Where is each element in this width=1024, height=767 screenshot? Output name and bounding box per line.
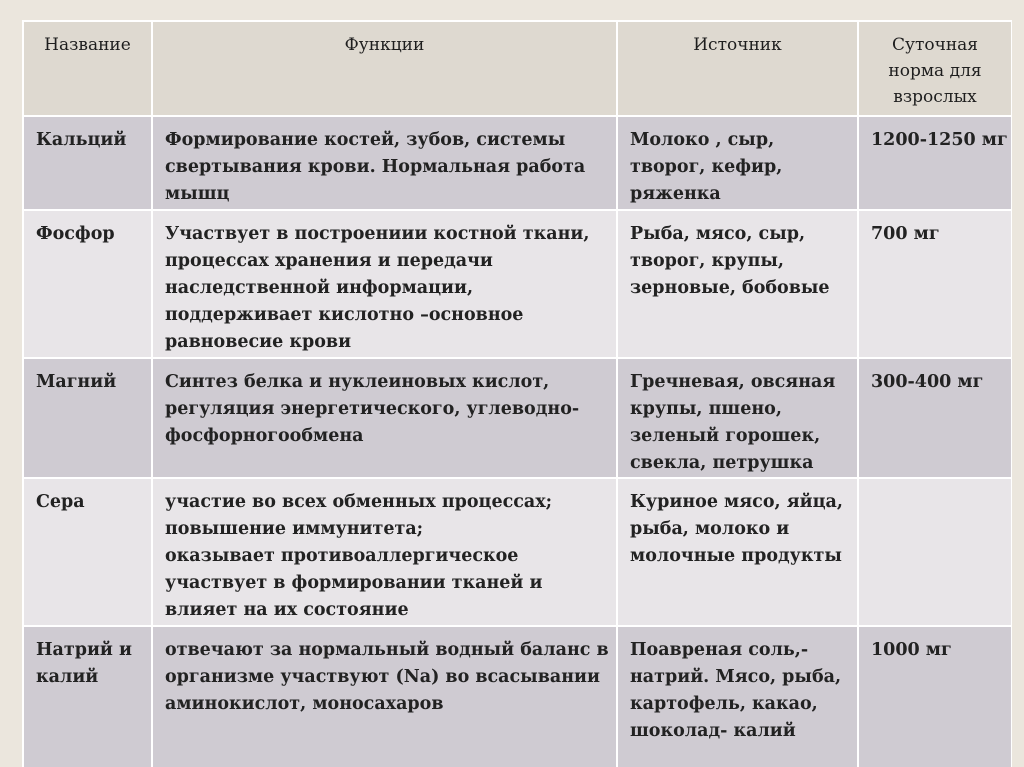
cell-line: Рыба, мясо, сыр, (630, 224, 806, 244)
cell-norm (858, 626, 1012, 767)
header-source (617, 22, 858, 116)
header-norm-line: норма для (888, 61, 982, 81)
cell-line: Магний (36, 372, 117, 392)
table-frame (22, 20, 1012, 767)
cell-line: рыба, молоко и (630, 519, 790, 539)
cell-name (24, 478, 152, 626)
cell-line: свертывания крови. Нормальная работа (165, 157, 586, 177)
cell-line: Синтез белка и нуклеиновых кислот, (165, 372, 550, 392)
cell-line: крупы, пшено, (630, 399, 782, 419)
cell-line: зеленый горошек, (630, 426, 821, 446)
cell-source (617, 478, 858, 626)
cell-line: Фосфор (36, 224, 115, 244)
cell-line: ряженка (630, 184, 721, 204)
cell-functions (152, 358, 617, 478)
cell-source (617, 116, 858, 210)
cell-line: регуляция энергетического, углеводно- (165, 399, 580, 419)
cell-norm (858, 478, 1012, 626)
nutrients-table (24, 22, 1012, 767)
cell-line: аминокислот, моносахаров (165, 694, 444, 714)
cell-line: Кальций (36, 130, 127, 150)
cell-line: молочные продукты (630, 546, 842, 566)
cell-functions (152, 210, 617, 358)
cell-line: оказывает противоаллергическое (165, 546, 519, 566)
cell-line: картофель, какао, (630, 694, 818, 714)
cell-line: участие во всех обменных процессах; (165, 492, 553, 512)
cell-line: Куриное мясо, яйца, (630, 492, 843, 512)
cell-line: отвечают за нормальный водный баланс в (165, 640, 609, 660)
cell-line: организме участвуют (Na) во всасывании (165, 667, 600, 687)
table-row (24, 626, 1012, 767)
table-row (24, 358, 1012, 478)
cell-norm (858, 210, 1012, 358)
cell-line: творог, кефир, (630, 157, 783, 177)
header-daily-norm (858, 22, 1012, 116)
header-norm-line: Суточная (891, 35, 979, 55)
cell-line: 300-400 мг (871, 372, 984, 392)
cell-source (617, 358, 858, 478)
cell-line: повышение иммунитета; (165, 519, 424, 539)
cell-line: мышц (165, 184, 230, 204)
cell-functions (152, 626, 617, 767)
cell-norm (858, 358, 1012, 478)
cell-line: поддерживает кислотно –основное (165, 305, 524, 325)
cell-line: зерновые, бобовые (630, 278, 830, 298)
cell-line: фосфорногообмена (165, 426, 364, 446)
cell-line: Натрий и (36, 640, 132, 660)
table-row (24, 478, 1012, 626)
cell-line: Поавреная соль,- (630, 640, 809, 660)
header-name (24, 22, 152, 116)
cell-line: 1200-1250 мг (871, 130, 1008, 150)
cell-line: калий (36, 667, 99, 687)
cell-line: Сера (36, 492, 85, 512)
cell-line: 700 мг (871, 224, 940, 244)
cell-line: Участвует в построениии костной ткани, (165, 224, 590, 244)
table-header-row (24, 22, 1012, 116)
header-source-text: Источник (693, 35, 782, 55)
cell-line: 1000 мг (871, 640, 952, 660)
cell-line: Гречневая, овсяная (630, 372, 836, 392)
cell-line: шоколад- калий (630, 721, 796, 741)
cell-line: участвует в формировании тканей и (165, 573, 543, 593)
table-row (24, 116, 1012, 210)
cell-functions (152, 478, 617, 626)
header-functions-text: Функции (344, 35, 425, 55)
cell-line: творог, крупы, (630, 251, 785, 271)
cell-name (24, 210, 152, 358)
cell-norm (858, 116, 1012, 210)
cell-line: процессах хранения и передачи (165, 251, 493, 271)
cell-line: Молоко , сыр, (630, 130, 775, 150)
header-functions (152, 22, 617, 116)
cell-line: свекла, петрушка (630, 453, 814, 473)
cell-functions (152, 116, 617, 210)
cell-name (24, 626, 152, 767)
cell-name (24, 358, 152, 478)
header-name-text: Название (44, 35, 131, 55)
cell-source (617, 626, 858, 767)
cell-line: Формирование костей, зубов, системы (165, 130, 566, 150)
cell-line: равновесие крови (165, 332, 352, 352)
cell-line: натрий. Мясо, рыба, (630, 667, 842, 687)
header-norm-line: взрослых (893, 87, 977, 107)
cell-source (617, 210, 858, 358)
cell-name (24, 116, 152, 210)
cell-line: наследственной информации, (165, 278, 474, 298)
table-row (24, 210, 1012, 358)
cell-line: влияет на их состояние (165, 600, 409, 620)
